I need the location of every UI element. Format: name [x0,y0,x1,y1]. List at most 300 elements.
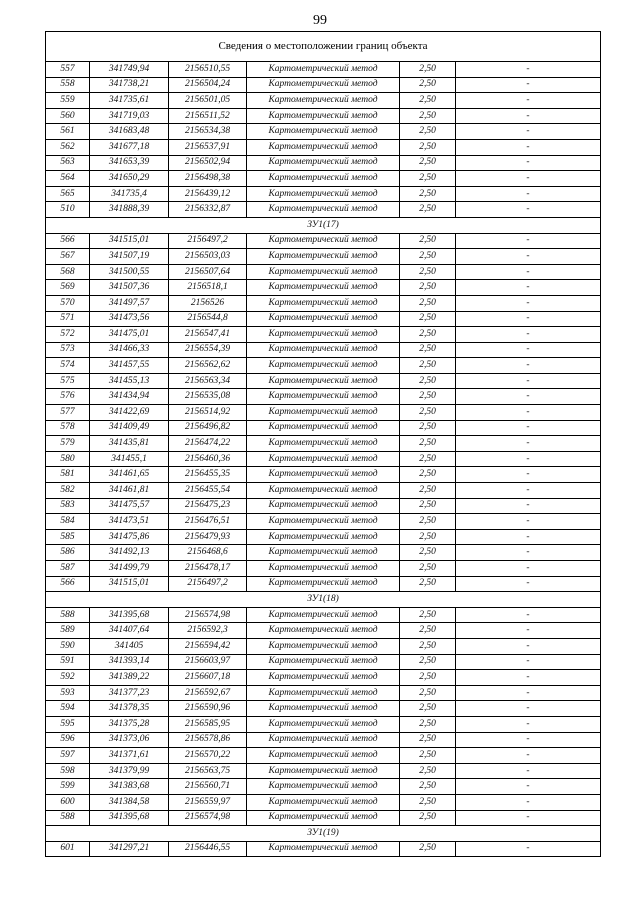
x-coordinate-cell: 341499,79 [90,561,169,577]
method-cell: Картометрический метод [247,202,400,218]
accuracy-cell: 2,50 [400,529,456,545]
point-number-cell: 562 [46,139,90,155]
y-coordinate-cell: 2156511,52 [169,108,247,124]
y-coordinate-cell: 2156594,42 [169,638,247,654]
table-row [46,670,601,686]
accuracy-cell: 2,50 [400,295,456,311]
x-coordinate-cell: 341371,61 [90,748,169,764]
accuracy-cell: 2,50 [400,561,456,577]
point-number-cell: 592 [46,670,90,686]
y-coordinate-cell: 2156498,38 [169,171,247,187]
method-cell: Картометрический метод [247,420,400,436]
description-cell: - [456,124,601,140]
x-coordinate-cell: 341393,14 [90,654,169,670]
method-cell: Картометрический метод [247,701,400,717]
accuracy-cell: 2,50 [400,545,456,561]
description-cell: - [456,342,601,358]
accuracy-cell: 2,50 [400,405,456,421]
accuracy-cell: 2,50 [400,124,456,140]
point-number-cell: 593 [46,685,90,701]
description-cell: - [456,607,601,623]
description-cell: - [456,62,601,78]
point-number-cell: 573 [46,342,90,358]
table-body [46,32,601,857]
point-number-cell: 597 [46,748,90,764]
method-cell: Картометрический метод [247,841,400,857]
method-cell: Картометрический метод [247,389,400,405]
accuracy-cell: 2,50 [400,701,456,717]
table-row [46,685,601,701]
y-coordinate-cell: 2156455,54 [169,483,247,499]
description-cell: - [456,810,601,826]
accuracy-cell: 2,50 [400,670,456,686]
method-cell: Картометрический метод [247,748,400,764]
x-coordinate-cell: 341515,01 [90,233,169,249]
table-row [46,77,601,93]
section-label: ЗУ1(17) [46,217,601,233]
y-coordinate-cell: 2156455,35 [169,467,247,483]
table-row [46,233,601,249]
accuracy-cell: 2,50 [400,716,456,732]
x-coordinate-cell: 341735,61 [90,93,169,109]
table-row [46,576,601,592]
accuracy-cell: 2,50 [400,77,456,93]
x-coordinate-cell: 341500,55 [90,264,169,280]
description-cell: - [456,233,601,249]
table-row [46,155,601,171]
point-number-cell: 560 [46,108,90,124]
y-coordinate-cell: 2156332,87 [169,202,247,218]
description-cell: - [456,171,601,187]
table-row [46,186,601,202]
y-coordinate-cell: 2156501,05 [169,93,247,109]
method-cell: Картометрический метод [247,77,400,93]
x-coordinate-cell: 341407,64 [90,623,169,639]
y-coordinate-cell: 2156547,41 [169,327,247,343]
y-coordinate-cell: 2156592,67 [169,685,247,701]
method-cell: Картометрический метод [247,498,400,514]
method-cell: Картометрический метод [247,623,400,639]
point-number-cell: 583 [46,498,90,514]
point-number-cell: 582 [46,483,90,499]
point-number-cell: 590 [46,638,90,654]
table-row [46,451,601,467]
point-number-cell: 581 [46,467,90,483]
description-cell: - [456,561,601,577]
accuracy-cell: 2,50 [400,389,456,405]
point-number-cell: 589 [46,623,90,639]
accuracy-cell: 2,50 [400,576,456,592]
accuracy-cell: 2,50 [400,748,456,764]
accuracy-cell: 2,50 [400,342,456,358]
description-cell: - [456,576,601,592]
table-row [46,623,601,639]
description-cell: - [456,467,601,483]
accuracy-cell: 2,50 [400,607,456,623]
method-cell: Картометрический метод [247,358,400,374]
point-number-cell: 564 [46,171,90,187]
point-number-cell: 566 [46,576,90,592]
point-number-cell: 585 [46,529,90,545]
description-cell: - [456,685,601,701]
point-number-cell: 569 [46,280,90,296]
x-coordinate-cell: 341455,13 [90,373,169,389]
method-cell: Картометрический метод [247,654,400,670]
table-row [46,62,601,78]
table-row [46,467,601,483]
y-coordinate-cell: 2156554,39 [169,342,247,358]
accuracy-cell: 2,50 [400,311,456,327]
point-number-cell: 568 [46,264,90,280]
x-coordinate-cell: 341383,68 [90,779,169,795]
description-cell: - [456,654,601,670]
table-row [46,841,601,857]
accuracy-cell: 2,50 [400,810,456,826]
y-coordinate-cell: 2156497,2 [169,576,247,592]
x-coordinate-cell: 341389,22 [90,670,169,686]
description-cell: - [456,483,601,499]
x-coordinate-cell: 341379,99 [90,763,169,779]
x-coordinate-cell: 341297,21 [90,841,169,857]
description-cell: - [456,295,601,311]
table-row [46,716,601,732]
method-cell: Картометрический метод [247,62,400,78]
method-cell: Картометрический метод [247,607,400,623]
method-cell: Картометрический метод [247,342,400,358]
description-cell: - [456,77,601,93]
x-coordinate-cell: 341515,01 [90,576,169,592]
accuracy-cell: 2,50 [400,155,456,171]
x-coordinate-cell: 341507,19 [90,249,169,265]
point-number-cell: 584 [46,514,90,530]
method-cell: Картометрический метод [247,327,400,343]
method-cell: Картометрический метод [247,171,400,187]
x-coordinate-cell: 341409,49 [90,420,169,436]
description-cell: - [456,748,601,764]
table-row [46,124,601,140]
table-row [46,108,601,124]
point-number-cell: 558 [46,77,90,93]
point-number-cell: 561 [46,124,90,140]
accuracy-cell: 2,50 [400,732,456,748]
y-coordinate-cell: 2156537,91 [169,139,247,155]
description-cell: - [456,841,601,857]
table-row [46,171,601,187]
table-row [46,529,601,545]
y-coordinate-cell: 2156578,86 [169,732,247,748]
table-row [46,139,601,155]
table-row [46,389,601,405]
y-coordinate-cell: 2156518,1 [169,280,247,296]
accuracy-cell: 2,50 [400,327,456,343]
accuracy-cell: 2,50 [400,280,456,296]
point-number-cell: 588 [46,607,90,623]
y-coordinate-cell: 2156510,55 [169,62,247,78]
accuracy-cell: 2,50 [400,186,456,202]
description-cell: - [456,389,601,405]
y-coordinate-cell: 2156476,51 [169,514,247,530]
method-cell: Картометрический метод [247,794,400,810]
description-cell: - [456,311,601,327]
method-cell: Картометрический метод [247,810,400,826]
table-row [46,93,601,109]
method-cell: Картометрический метод [247,545,400,561]
method-cell: Картометрический метод [247,93,400,109]
description-cell: - [456,732,601,748]
y-coordinate-cell: 2156562,62 [169,358,247,374]
method-cell: Картометрический метод [247,233,400,249]
point-number-cell: 566 [46,233,90,249]
y-coordinate-cell: 2156592,3 [169,623,247,639]
table-header-row [46,32,601,62]
point-number-cell: 601 [46,841,90,857]
table-row [46,545,601,561]
x-coordinate-cell: 341384,58 [90,794,169,810]
accuracy-cell: 2,50 [400,467,456,483]
table-row [46,810,601,826]
accuracy-cell: 2,50 [400,249,456,265]
x-coordinate-cell: 341457,55 [90,358,169,374]
method-cell: Картометрический метод [247,436,400,452]
point-number-cell: 576 [46,389,90,405]
description-cell: - [456,327,601,343]
section-label-row [46,826,601,842]
boundary-coordinates-table [45,31,601,857]
point-number-cell: 570 [46,295,90,311]
description-cell: - [456,155,601,171]
table-row [46,249,601,265]
section-label-row [46,217,601,233]
accuracy-cell: 2,50 [400,498,456,514]
accuracy-cell: 2,50 [400,93,456,109]
method-cell: Картометрический метод [247,732,400,748]
y-coordinate-cell: 2156507,64 [169,264,247,280]
x-coordinate-cell: 341492,13 [90,545,169,561]
description-cell: - [456,701,601,717]
method-cell: Картометрический метод [247,108,400,124]
table-row [46,202,601,218]
y-coordinate-cell: 2156603,97 [169,654,247,670]
page-number: 99 [313,13,327,28]
point-number-cell: 600 [46,794,90,810]
x-coordinate-cell: 341497,57 [90,295,169,311]
description-cell: - [456,139,601,155]
description-cell: - [456,638,601,654]
point-number-cell: 594 [46,701,90,717]
accuracy-cell: 2,50 [400,638,456,654]
table-row [46,358,601,374]
point-number-cell: 578 [46,420,90,436]
y-coordinate-cell: 2156504,24 [169,77,247,93]
method-cell: Картометрический метод [247,779,400,795]
description-cell: - [456,763,601,779]
method-cell: Картометрический метод [247,483,400,499]
description-cell: - [456,545,601,561]
y-coordinate-cell: 2156468,6 [169,545,247,561]
method-cell: Картометрический метод [247,561,400,577]
method-cell: Картометрический метод [247,685,400,701]
x-coordinate-cell: 341455,1 [90,451,169,467]
point-number-cell: 586 [46,545,90,561]
accuracy-cell: 2,50 [400,483,456,499]
method-cell: Картометрический метод [247,124,400,140]
method-cell: Картометрический метод [247,186,400,202]
method-cell: Картометрический метод [247,467,400,483]
description-cell: - [456,280,601,296]
y-coordinate-cell: 2156503,03 [169,249,247,265]
point-number-cell: 567 [46,249,90,265]
table-row [46,327,601,343]
accuracy-cell: 2,50 [400,779,456,795]
table-row [46,498,601,514]
y-coordinate-cell: 2156502,94 [169,155,247,171]
description-cell: - [456,264,601,280]
x-coordinate-cell: 341405 [90,638,169,654]
y-coordinate-cell: 2156544,8 [169,311,247,327]
section-label-row [46,592,601,608]
accuracy-cell: 2,50 [400,436,456,452]
table-row [46,779,601,795]
point-number-cell: 587 [46,561,90,577]
point-number-cell: 571 [46,311,90,327]
method-cell: Картометрический метод [247,514,400,530]
table-row [46,763,601,779]
x-coordinate-cell: 341735,4 [90,186,169,202]
accuracy-cell: 2,50 [400,420,456,436]
accuracy-cell: 2,50 [400,171,456,187]
accuracy-cell: 2,50 [400,139,456,155]
method-cell: Картометрический метод [247,638,400,654]
point-number-cell: 596 [46,732,90,748]
description-cell: - [456,514,601,530]
table-row [46,342,601,358]
point-number-cell: 599 [46,779,90,795]
x-coordinate-cell: 341422,69 [90,405,169,421]
point-number-cell: 557 [46,62,90,78]
point-number-cell: 572 [46,327,90,343]
x-coordinate-cell: 341475,01 [90,327,169,343]
y-coordinate-cell: 2156514,92 [169,405,247,421]
point-number-cell: 579 [46,436,90,452]
description-cell: - [456,108,601,124]
method-cell: Картометрический метод [247,576,400,592]
x-coordinate-cell: 341653,39 [90,155,169,171]
description-cell: - [456,405,601,421]
table-row [46,436,601,452]
x-coordinate-cell: 341650,29 [90,171,169,187]
description-cell: - [456,358,601,374]
method-cell: Картометрический метод [247,155,400,171]
point-number-cell: 574 [46,358,90,374]
y-coordinate-cell: 2156585,95 [169,716,247,732]
x-coordinate-cell: 341378,35 [90,701,169,717]
description-cell: - [456,623,601,639]
x-coordinate-cell: 341395,68 [90,810,169,826]
y-coordinate-cell: 2156479,93 [169,529,247,545]
description-cell: - [456,794,601,810]
point-number-cell: 580 [46,451,90,467]
x-coordinate-cell: 341435,81 [90,436,169,452]
section-label: ЗУ1(19) [46,826,601,842]
accuracy-cell: 2,50 [400,358,456,374]
x-coordinate-cell: 341375,28 [90,716,169,732]
y-coordinate-cell: 2156534,38 [169,124,247,140]
method-cell: Картометрический метод [247,373,400,389]
x-coordinate-cell: 341395,68 [90,607,169,623]
x-coordinate-cell: 341888,39 [90,202,169,218]
method-cell: Картометрический метод [247,763,400,779]
accuracy-cell: 2,50 [400,62,456,78]
method-cell: Картометрический метод [247,139,400,155]
y-coordinate-cell: 2156563,34 [169,373,247,389]
y-coordinate-cell: 2156460,36 [169,451,247,467]
description-cell: - [456,498,601,514]
method-cell: Картометрический метод [247,264,400,280]
method-cell: Картометрический метод [247,716,400,732]
x-coordinate-cell: 341377,23 [90,685,169,701]
x-coordinate-cell: 341373,06 [90,732,169,748]
table-row [46,654,601,670]
description-cell: - [456,420,601,436]
accuracy-cell: 2,50 [400,108,456,124]
table-row [46,607,601,623]
description-cell: - [456,779,601,795]
description-cell: - [456,436,601,452]
point-number-cell: 598 [46,763,90,779]
description-cell: - [456,249,601,265]
y-coordinate-cell: 2156559,97 [169,794,247,810]
accuracy-cell: 2,50 [400,794,456,810]
x-coordinate-cell: 341677,18 [90,139,169,155]
table-row [46,405,601,421]
x-coordinate-cell: 341719,03 [90,108,169,124]
description-cell: - [456,451,601,467]
point-number-cell: 559 [46,93,90,109]
x-coordinate-cell: 341473,56 [90,311,169,327]
accuracy-cell: 2,50 [400,373,456,389]
x-coordinate-cell: 341749,94 [90,62,169,78]
x-coordinate-cell: 341475,57 [90,498,169,514]
method-cell: Картометрический метод [247,280,400,296]
x-coordinate-cell: 341466,33 [90,342,169,358]
y-coordinate-cell: 2156478,17 [169,561,247,577]
point-number-cell: 591 [46,654,90,670]
x-coordinate-cell: 341434,94 [90,389,169,405]
description-cell: - [456,202,601,218]
accuracy-cell: 2,50 [400,233,456,249]
y-coordinate-cell: 2156590,96 [169,701,247,717]
description-cell: - [456,93,601,109]
description-cell: - [456,373,601,389]
table-row [46,514,601,530]
method-cell: Картометрический метод [247,451,400,467]
method-cell: Картометрический метод [247,529,400,545]
table-row [46,701,601,717]
table-row [46,311,601,327]
y-coordinate-cell: 2156496,82 [169,420,247,436]
table-row [46,794,601,810]
y-coordinate-cell: 2156446,55 [169,841,247,857]
point-number-cell: 563 [46,155,90,171]
method-cell: Картометрический метод [247,249,400,265]
x-coordinate-cell: 341461,81 [90,483,169,499]
x-coordinate-cell: 341738,21 [90,77,169,93]
y-coordinate-cell: 2156497,2 [169,233,247,249]
y-coordinate-cell: 2156570,22 [169,748,247,764]
x-coordinate-cell: 341683,48 [90,124,169,140]
table-row [46,373,601,389]
accuracy-cell: 2,50 [400,202,456,218]
